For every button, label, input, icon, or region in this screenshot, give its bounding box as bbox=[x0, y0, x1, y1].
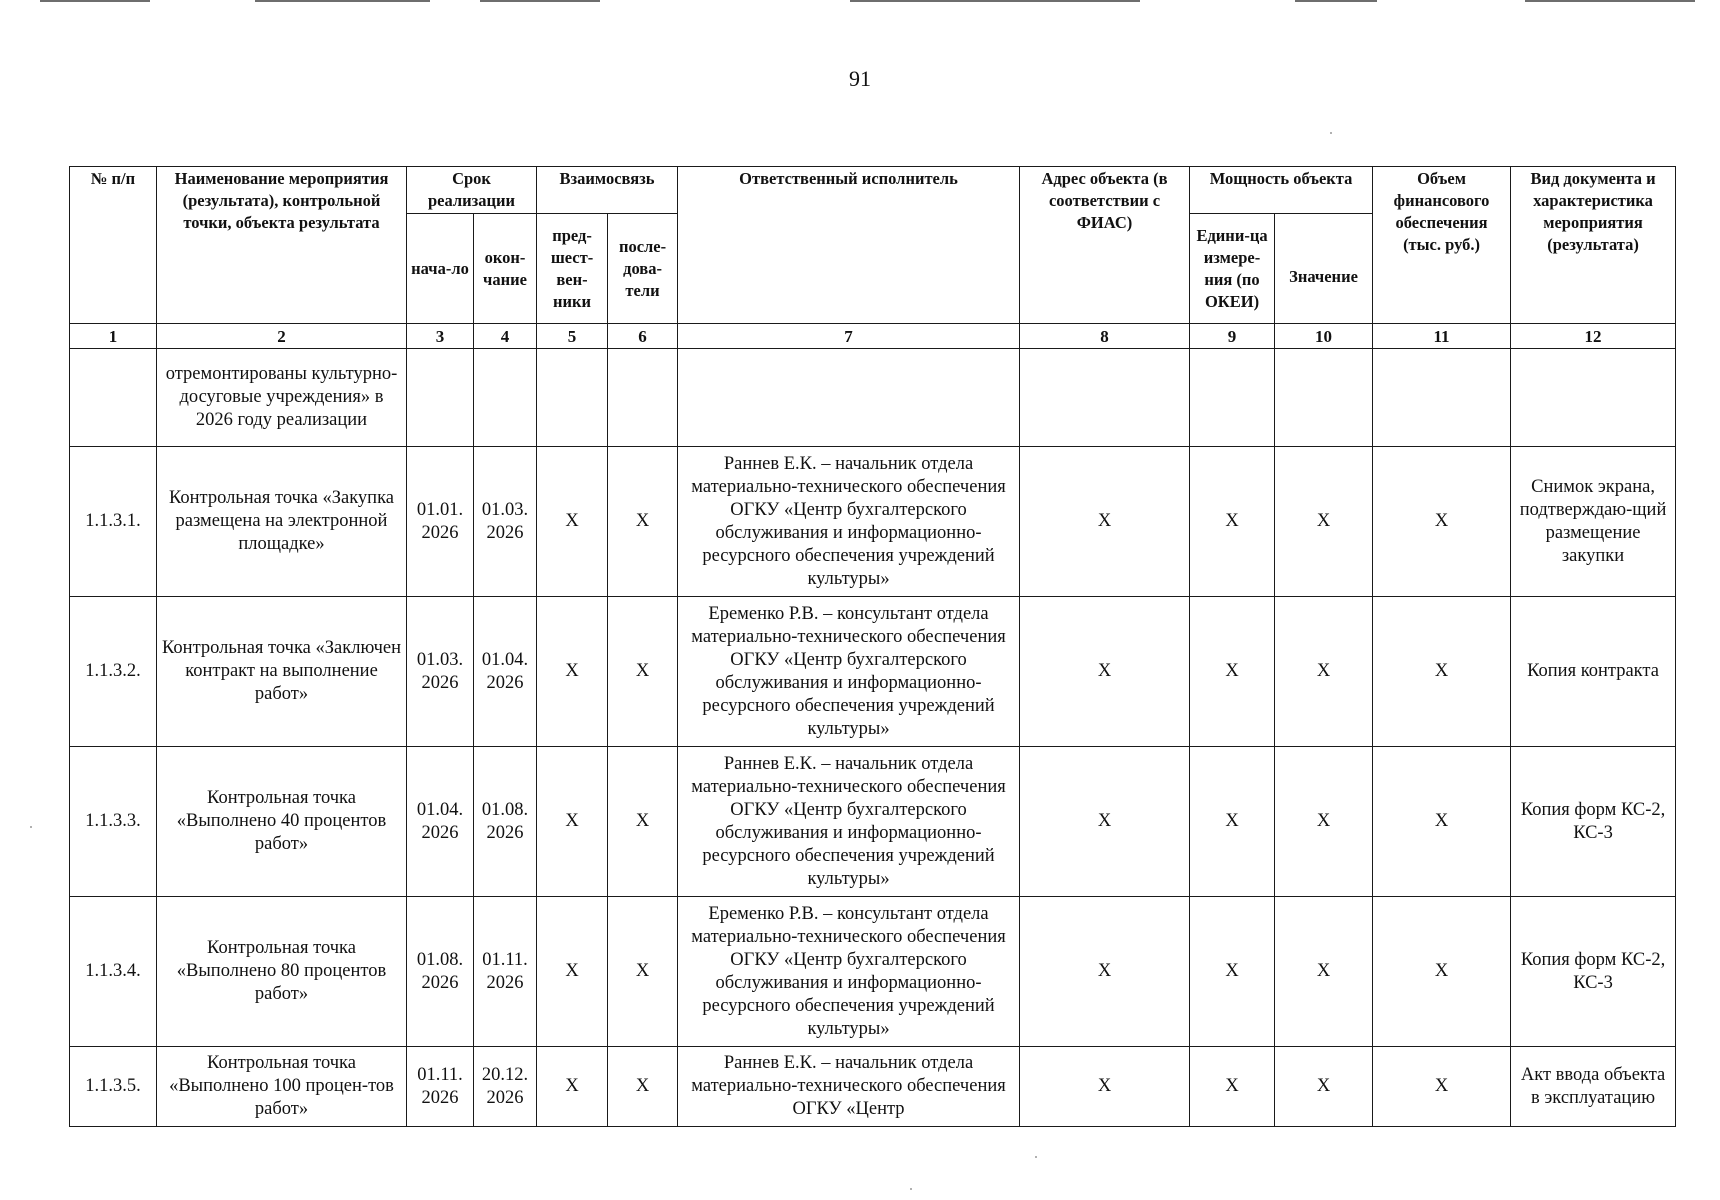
row-executor: Еременко Р.В. – консультант отдела материально-технического обеспечения ОГКУ «Центр бухгалтерского обслуживания и информационно-ресурсного обеспечения учреждений культуры» bbox=[678, 597, 1020, 747]
column-number: 7 bbox=[678, 324, 1020, 349]
column-number: 3 bbox=[407, 324, 474, 349]
scan-artifact bbox=[1525, 0, 1695, 2]
row-successors: X bbox=[608, 897, 678, 1047]
row-start-date: 01.11. 2026 bbox=[407, 1047, 474, 1127]
row-unit: X bbox=[1190, 447, 1275, 597]
row-value: X bbox=[1275, 597, 1373, 747]
row-value: X bbox=[1275, 747, 1373, 897]
row-finance: X bbox=[1373, 1047, 1511, 1127]
header-link-prev: пред-шест-вен-ники bbox=[537, 214, 608, 324]
header-unit: Едини-ца измере-ния (по ОКЕИ) bbox=[1190, 214, 1275, 324]
row-document: Копия форм КС-2, КС-3 bbox=[1511, 897, 1676, 1047]
row-finance: X bbox=[1373, 747, 1511, 897]
table-cell bbox=[1373, 349, 1511, 447]
row-value: X bbox=[1275, 897, 1373, 1047]
table-cell bbox=[70, 349, 157, 447]
row-successors: X bbox=[608, 447, 678, 597]
header-finance: Объем финансового обеспечения (тыс. руб.) bbox=[1373, 167, 1511, 324]
header-name: Наименование мероприятия (результата), контрольной точки, объекта результата bbox=[157, 167, 407, 324]
row-name: Контрольная точка «Заключен контракт на выполнение работ» bbox=[157, 597, 407, 747]
row-name: Контрольная точка «Выполнено 100 процен-тов работ» bbox=[157, 1047, 407, 1127]
row-start-date: 01.03. 2026 bbox=[407, 597, 474, 747]
row-successors: X bbox=[608, 1047, 678, 1127]
header-doc: Вид документа и характеристика мероприятия (результата) bbox=[1511, 167, 1676, 324]
table-row bbox=[70, 1047, 1676, 1127]
column-number-row bbox=[70, 324, 1676, 349]
scan-artifact bbox=[1295, 0, 1377, 2]
column-number: 10 bbox=[1275, 324, 1373, 349]
row-end-date: 01.04. 2026 bbox=[474, 597, 537, 747]
row-unit: X bbox=[1190, 1047, 1275, 1127]
row-start-date: 01.04. 2026 bbox=[407, 747, 474, 897]
row-executor: Раннев Е.К. – начальник отдела материально-технического обеспечения ОГКУ «Центр bbox=[678, 1047, 1020, 1127]
column-number: 1 bbox=[70, 324, 157, 349]
row-end-date: 20.12. 2026 bbox=[474, 1047, 537, 1127]
row-successors: X bbox=[608, 597, 678, 747]
row-unit: X bbox=[1190, 897, 1275, 1047]
row-address: X bbox=[1020, 597, 1190, 747]
column-number: 11 bbox=[1373, 324, 1511, 349]
row-address: X bbox=[1020, 747, 1190, 897]
header-term-end: окон-чание bbox=[474, 214, 537, 324]
row-finance: X bbox=[1373, 897, 1511, 1047]
column-number: 8 bbox=[1020, 324, 1190, 349]
scan-speck bbox=[1035, 1156, 1037, 1158]
table-row bbox=[70, 447, 1676, 597]
row-predecessors: X bbox=[537, 897, 608, 1047]
column-number: 9 bbox=[1190, 324, 1275, 349]
row-executor: Раннев Е.К. – начальник отдела материально-технического обеспечения ОГКУ «Центр бухгалтерского обслуживания и информационно-ресурсного обеспечения учреждений культуры» bbox=[678, 447, 1020, 597]
row-address: X bbox=[1020, 447, 1190, 597]
row-number: 1.1.3.3. bbox=[70, 747, 157, 897]
column-number: 5 bbox=[537, 324, 608, 349]
row-predecessors: X bbox=[537, 447, 608, 597]
row-end-date: 01.08. 2026 bbox=[474, 747, 537, 897]
row-number: 1.1.3.2. bbox=[70, 597, 157, 747]
header-value: Значение bbox=[1275, 214, 1373, 324]
table-cell bbox=[608, 349, 678, 447]
row-start-date: 01.01. 2026 bbox=[407, 447, 474, 597]
row-document: Акт ввода объекта в эксплуатацию bbox=[1511, 1047, 1676, 1127]
row-name: Контрольная точка «Выполнено 40 процентов работ» bbox=[157, 747, 407, 897]
row-number: 1.1.3.1. bbox=[70, 447, 157, 597]
row-executor: Еременко Р.В. – консультант отдела материально-технического обеспечения ОГКУ «Центр бухгалтерского обслуживания и информационно-ресурсного обеспечения учреждений культуры» bbox=[678, 897, 1020, 1047]
scan-artifact bbox=[850, 0, 1140, 2]
table-cell bbox=[678, 349, 1020, 447]
table-row bbox=[70, 747, 1676, 897]
table-cell bbox=[1511, 349, 1676, 447]
scan-speck bbox=[1330, 132, 1332, 134]
activity-plan-table bbox=[69, 166, 1676, 1127]
table-cell bbox=[537, 349, 608, 447]
row-document: Копия форм КС-2, КС-3 bbox=[1511, 747, 1676, 897]
scan-speck bbox=[30, 826, 32, 828]
page-number: 91 bbox=[849, 66, 871, 91]
row-start-date: 01.08. 2026 bbox=[407, 897, 474, 1047]
continuation-text: отремонтированы культурно-досуговые учреждения» в 2026 году реализации bbox=[157, 349, 407, 447]
row-address: X bbox=[1020, 897, 1190, 1047]
header-link-next: после-дова-тели bbox=[608, 214, 678, 324]
row-value: X bbox=[1275, 1047, 1373, 1127]
column-number: 12 bbox=[1511, 324, 1676, 349]
row-predecessors: X bbox=[537, 747, 608, 897]
row-name: Контрольная точка «Выполнено 80 процентов работ» bbox=[157, 897, 407, 1047]
row-address: X bbox=[1020, 1047, 1190, 1127]
row-document: Снимок экрана, подтверждаю-щий размещение закупки bbox=[1511, 447, 1676, 597]
row-finance: X bbox=[1373, 597, 1511, 747]
header-num: № п/п bbox=[70, 167, 157, 324]
row-number: 1.1.3.4. bbox=[70, 897, 157, 1047]
header-link: Взаимосвязь bbox=[537, 167, 678, 214]
table-cell bbox=[474, 349, 537, 447]
column-number: 4 bbox=[474, 324, 537, 349]
header-address: Адрес объекта (в соответствии с ФИАС) bbox=[1020, 167, 1190, 324]
table-row bbox=[70, 597, 1676, 747]
column-number: 6 bbox=[608, 324, 678, 349]
scan-artifact bbox=[480, 0, 600, 2]
table-cell bbox=[1020, 349, 1190, 447]
row-predecessors: X bbox=[537, 597, 608, 747]
scan-artifact bbox=[40, 0, 150, 2]
row-unit: X bbox=[1190, 747, 1275, 897]
row-end-date: 01.11. 2026 bbox=[474, 897, 537, 1047]
row-successors: X bbox=[608, 747, 678, 897]
header-term-start: нача-ло bbox=[407, 214, 474, 324]
scan-speck bbox=[910, 1188, 912, 1190]
column-number: 2 bbox=[157, 324, 407, 349]
table-cell bbox=[1190, 349, 1275, 447]
row-value: X bbox=[1275, 447, 1373, 597]
table-row bbox=[70, 897, 1676, 1047]
row-name: Контрольная точка «Закупка размещена на электронной площадке» bbox=[157, 447, 407, 597]
row-unit: X bbox=[1190, 597, 1275, 747]
header-executor: Ответственный исполнитель bbox=[678, 167, 1020, 324]
row-executor: Раннев Е.К. – начальник отдела материально-технического обеспечения ОГКУ «Центр бухгалтерского обслуживания и информационно-ресурсного обеспечения учреждений культуры» bbox=[678, 747, 1020, 897]
row-document: Копия контракта bbox=[1511, 597, 1676, 747]
row-predecessors: X bbox=[537, 1047, 608, 1127]
table-cell bbox=[407, 349, 474, 447]
continuation-row bbox=[70, 349, 1676, 447]
row-end-date: 01.03. 2026 bbox=[474, 447, 537, 597]
table-cell bbox=[1275, 349, 1373, 447]
header-capacity: Мощность объекта bbox=[1190, 167, 1373, 214]
scan-artifact bbox=[255, 0, 430, 2]
header-row-1 bbox=[70, 167, 1676, 214]
row-number: 1.1.3.5. bbox=[70, 1047, 157, 1127]
header-term: Срок реализации bbox=[407, 167, 537, 214]
row-finance: X bbox=[1373, 447, 1511, 597]
